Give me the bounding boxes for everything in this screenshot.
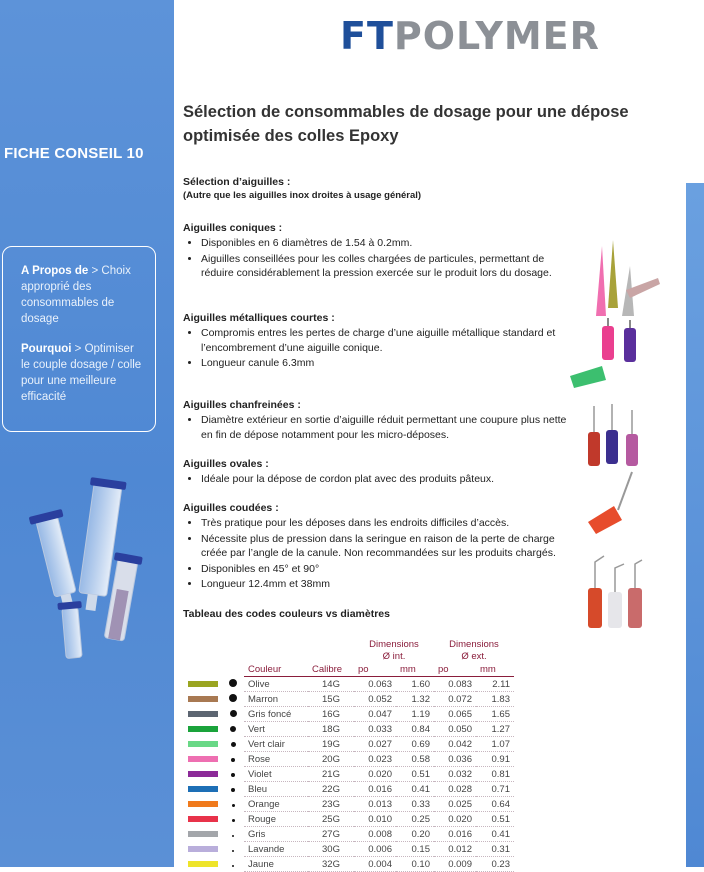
table-row (184, 707, 514, 722)
col-calibre: Calibre (308, 662, 354, 677)
gauge-dot-icon (232, 835, 234, 837)
cell-ext-po: 0.028 (434, 782, 476, 797)
section-ovales (183, 458, 573, 488)
cell-ext-mm: 2.11 (476, 677, 514, 692)
gauge-dot-icon (231, 742, 236, 747)
list-item: • Compromis entres les pertes de charge d’une aiguille métallique standard et l’encombrement d’une aiguille conique. (201, 326, 568, 355)
cell-calibre: 14G (308, 677, 354, 692)
cell-calibre: 19G (308, 737, 354, 752)
list-item: • Très pratique pour les déposes dans les endroits difficiles d’accès. (201, 516, 575, 531)
syringes-illustration (10, 470, 170, 670)
cell-ext-po: 0.020 (434, 812, 476, 827)
cell-couleur: Violet (244, 767, 308, 782)
cell-calibre: 18G (308, 722, 354, 737)
cell-int-po: 0.047 (354, 707, 396, 722)
color-swatch (188, 741, 218, 747)
cell-calibre: 30G (308, 842, 354, 857)
list-item: • Longueur canule 6.3mm (201, 356, 568, 371)
short-metal-needles-photo (568, 318, 658, 390)
cell-couleur: Orange (244, 797, 308, 812)
table-row (184, 842, 514, 857)
cell-calibre: 15G (308, 692, 354, 707)
color-swatch (188, 726, 218, 732)
color-code-table (184, 638, 514, 872)
cell-ext-po: 0.042 (434, 737, 476, 752)
table-row (184, 797, 514, 812)
cell-int-po: 0.063 (354, 677, 396, 692)
list-item: • Aiguilles conseillées pour les colles chargées de particules, permettant de réduire considérablement la pression exercée sur le produit lors du dosage. (201, 252, 568, 281)
col-ext-mm: mm (476, 662, 514, 677)
chamfered-needles-photo (584, 402, 654, 468)
list-item: • Disponibles en 6 diamètres de 1.54 à 0.2mm. (201, 236, 568, 251)
cell-ext-po: 0.065 (434, 707, 476, 722)
selection-note: (Autre que les aiguilles inox droites à usage général) (183, 190, 422, 201)
cell-calibre: 20G (308, 752, 354, 767)
cell-int-po: 0.023 (354, 752, 396, 767)
cell-int-po: 0.033 (354, 722, 396, 737)
gauge-dot-icon (231, 788, 235, 792)
cell-ext-po: 0.083 (434, 677, 476, 692)
cell-couleur: Gris foncé (244, 707, 308, 722)
cell-calibre: 27G (308, 827, 354, 842)
color-swatch (188, 801, 218, 807)
cell-ext-mm: 0.51 (476, 812, 514, 827)
gauge-dot-icon (231, 758, 235, 762)
gauge-dot-icon (230, 710, 237, 717)
cell-ext-mm: 0.41 (476, 827, 514, 842)
about-label: A Propos de (21, 265, 89, 277)
section-heading: Aiguilles coniques : (183, 222, 283, 234)
color-swatch (188, 756, 218, 762)
table-row (184, 737, 514, 752)
cell-ext-mm: 1.83 (476, 692, 514, 707)
cell-int-mm: 1.19 (396, 707, 434, 722)
cell-ext-mm: 0.81 (476, 767, 514, 782)
cell-int-mm: 1.32 (396, 692, 434, 707)
conical-needles-photo (578, 238, 666, 318)
list-item: • Diamètre extérieur en sortie d’aiguille réduit permettant une coupure plus nette en fin de dépose notamment pour les micro-déposes. (201, 413, 573, 442)
cell-couleur: Rouge (244, 812, 308, 827)
cell-ext-mm: 0.91 (476, 752, 514, 767)
color-swatch (188, 831, 218, 837)
section-heading: Aiguilles chanfreinées : (183, 399, 301, 411)
page-title: Sélection de consommables de dosage pour une dépose optimisée des colles Epoxy (183, 103, 629, 145)
cell-int-mm: 0.33 (396, 797, 434, 812)
col-couleur: Couleur (244, 662, 308, 677)
section-heading: Aiguilles coudées : (183, 502, 279, 514)
cell-couleur: Lavande (244, 842, 308, 857)
cell-int-mm: 0.10 (396, 857, 434, 872)
selection-heading: Sélection d’aiguilles : (183, 176, 291, 188)
list-item: • Longueur 12.4mm et 38mm (201, 577, 575, 592)
list-item: • Disponibles en 45° et 90° (201, 562, 575, 577)
about-box (2, 246, 156, 432)
color-swatch (188, 786, 218, 792)
color-swatch (188, 846, 218, 852)
cell-couleur: Vert clair (244, 737, 308, 752)
cell-ext-po: 0.032 (434, 767, 476, 782)
cell-int-po: 0.013 (354, 797, 396, 812)
color-swatch (188, 816, 218, 822)
color-swatch (188, 771, 218, 777)
group-int: Dimensions (369, 638, 419, 650)
table-row (184, 767, 514, 782)
cell-int-mm: 0.15 (396, 842, 434, 857)
table-row (184, 677, 514, 692)
cell-ext-po: 0.009 (434, 857, 476, 872)
ftpolymer-logo: FTPOLYMER (340, 14, 600, 58)
cell-ext-mm: 0.71 (476, 782, 514, 797)
table-row (184, 812, 514, 827)
cell-int-mm: 0.69 (396, 737, 434, 752)
cell-calibre: 16G (308, 707, 354, 722)
group-ext-sub: Ø ext. (461, 650, 487, 662)
cell-ext-mm: 1.65 (476, 707, 514, 722)
cell-int-mm: 1.60 (396, 677, 434, 692)
cell-couleur: Gris (244, 827, 308, 842)
bent-needles-photo (584, 552, 660, 630)
gauge-dot-icon (232, 804, 235, 807)
table-row (184, 692, 514, 707)
table-row (184, 782, 514, 797)
cell-int-mm: 0.84 (396, 722, 434, 737)
section-heading: Aiguilles ovales : (183, 458, 269, 470)
content (183, 176, 583, 620)
list-item: • Nécessite plus de pression dans la seringue en raison de la perte de charge créée par l’angle de la canule. Non recommandées sur les produits chargés. (201, 532, 575, 561)
cell-int-po: 0.027 (354, 737, 396, 752)
cell-couleur: Marron (244, 692, 308, 707)
cell-int-mm: 0.25 (396, 812, 434, 827)
cell-couleur: Rose (244, 752, 308, 767)
cell-ext-po: 0.025 (434, 797, 476, 812)
cell-couleur: Bleu (244, 782, 308, 797)
cell-calibre: 23G (308, 797, 354, 812)
group-int-sub: Ø int. (382, 650, 406, 662)
cell-ext-mm: 0.23 (476, 857, 514, 872)
section-coniques (183, 222, 568, 282)
gauge-dot-icon (232, 819, 235, 822)
cell-int-po: 0.010 (354, 812, 396, 827)
cell-calibre: 22G (308, 782, 354, 797)
cell-int-po: 0.020 (354, 767, 396, 782)
why-text: > Optimiser le couple dosage / colle pour une meilleure efficacité (21, 343, 142, 403)
table-row (184, 722, 514, 737)
section-chanfreinees (183, 399, 573, 443)
cell-calibre: 25G (308, 812, 354, 827)
gauge-dot-icon (229, 679, 237, 687)
col-ext-po: po (434, 662, 476, 677)
sidebar (0, 0, 174, 867)
gauge-dot-icon (229, 694, 237, 702)
gauge-dot-icon (230, 726, 236, 732)
cell-ext-mm: 0.64 (476, 797, 514, 812)
gauge-dot-icon (232, 850, 234, 852)
cell-int-po: 0.052 (354, 692, 396, 707)
section-courtes (183, 312, 568, 372)
table-row (184, 857, 514, 872)
cell-ext-po: 0.050 (434, 722, 476, 737)
section-heading: Aiguilles métalliques courtes : (183, 312, 335, 324)
list-item: • Idéale pour la dépose de cordon plat avec des produits pâteux. (201, 472, 573, 487)
col-int-mm: mm (396, 662, 434, 677)
cell-couleur: Vert (244, 722, 308, 737)
cell-ext-mm: 1.07 (476, 737, 514, 752)
right-strip (686, 183, 704, 867)
cell-int-po: 0.008 (354, 827, 396, 842)
col-int-po: po (354, 662, 396, 677)
gauge-dot-icon (232, 865, 234, 867)
cell-int-po: 0.006 (354, 842, 396, 857)
table-row (184, 752, 514, 767)
why-label: Pourquoi (21, 343, 72, 355)
color-swatch (188, 696, 218, 702)
cell-couleur: Olive (244, 677, 308, 692)
cell-int-mm: 0.51 (396, 767, 434, 782)
cell-int-mm: 0.58 (396, 752, 434, 767)
color-swatch (188, 711, 218, 717)
cell-ext-po: 0.036 (434, 752, 476, 767)
group-ext: Dimensions (449, 638, 499, 650)
cell-ext-po: 0.012 (434, 842, 476, 857)
cell-couleur: Jaune (244, 857, 308, 872)
cell-calibre: 32G (308, 857, 354, 872)
cell-calibre: 21G (308, 767, 354, 782)
cell-ext-mm: 0.31 (476, 842, 514, 857)
about-text: > Choix approprié des consommables de dosage (21, 265, 131, 325)
table-row (184, 827, 514, 842)
gauge-dot-icon (231, 773, 235, 777)
color-swatch (188, 861, 218, 867)
cell-ext-po: 0.072 (434, 692, 476, 707)
cell-int-mm: 0.41 (396, 782, 434, 797)
oval-needle-photo (584, 470, 642, 536)
color-swatch (188, 681, 218, 687)
section-coudees (183, 502, 575, 593)
cell-int-po: 0.004 (354, 857, 396, 872)
cell-int-mm: 0.20 (396, 827, 434, 842)
cell-ext-mm: 1.27 (476, 722, 514, 737)
cell-int-po: 0.016 (354, 782, 396, 797)
fiche-title: FICHE CONSEIL 10 (4, 145, 144, 162)
cell-ext-po: 0.016 (434, 827, 476, 842)
table-title: Tableau des codes couleurs vs diamètres (183, 608, 390, 620)
